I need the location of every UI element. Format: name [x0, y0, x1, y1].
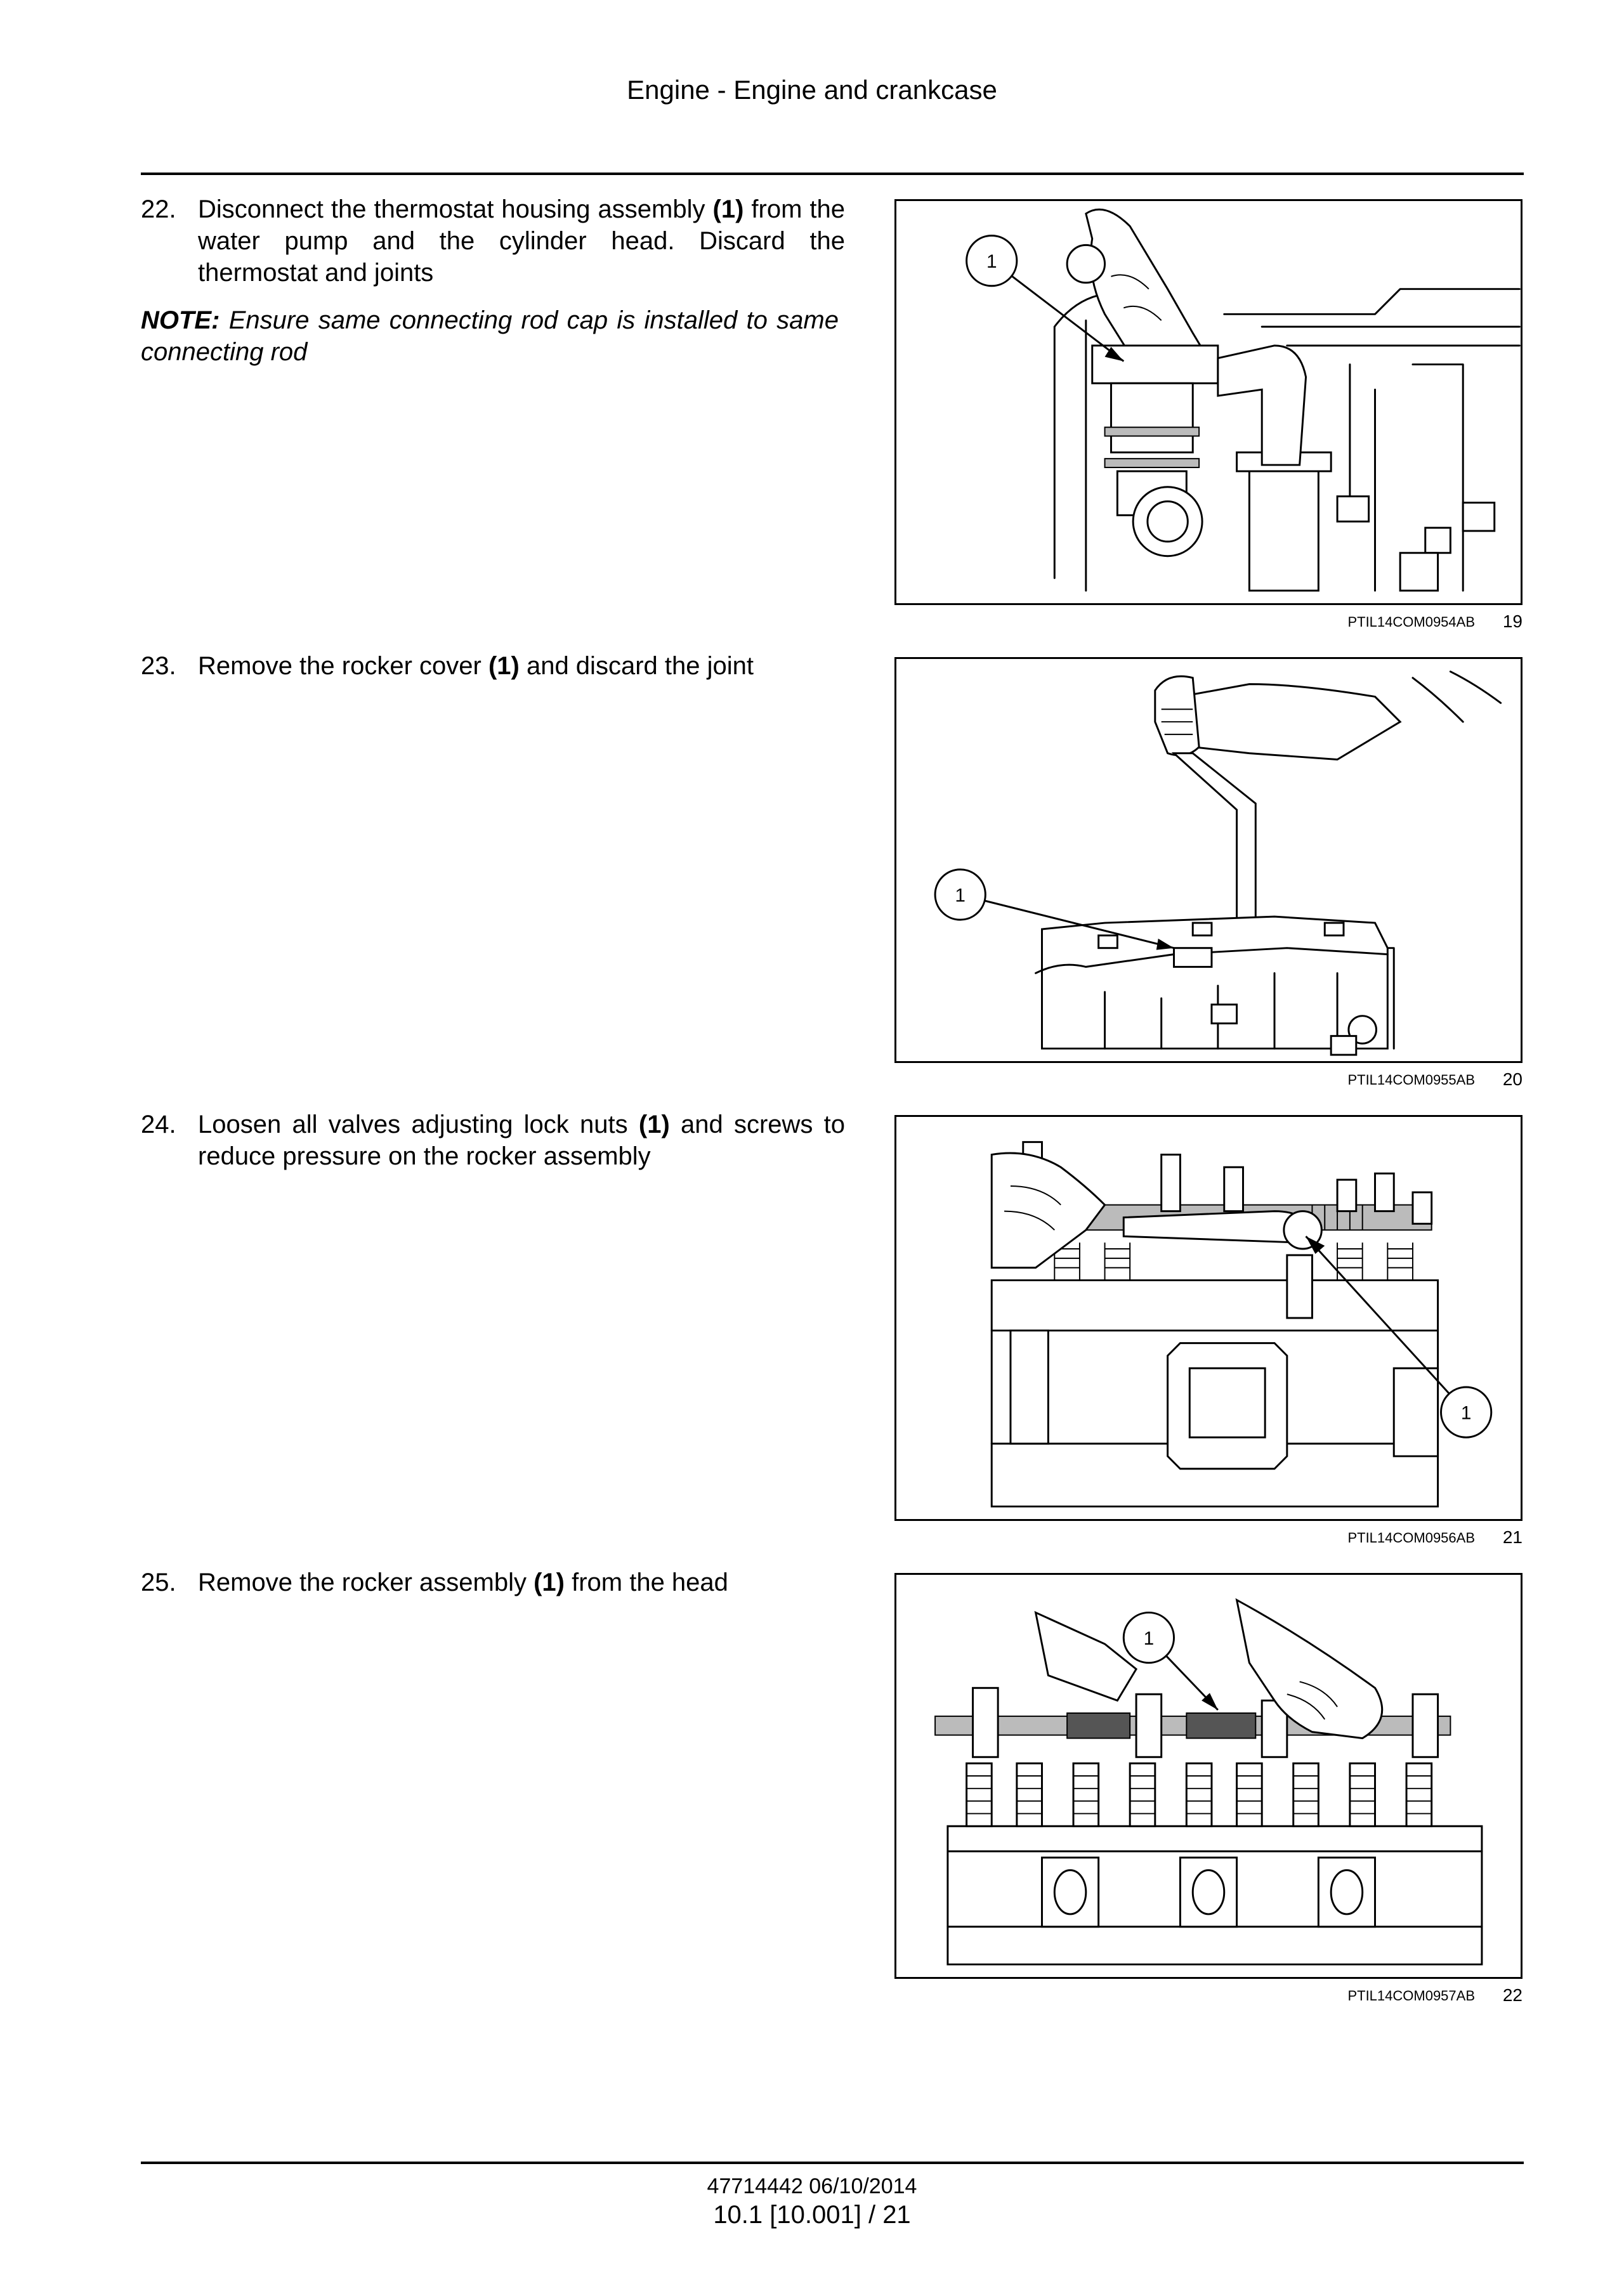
figure-code: PTIL14COM0954AB — [1347, 614, 1475, 630]
step-callout-ref: (1) — [638, 1111, 670, 1138]
step-text-after: and screws to reduce pressure on the rocker assembly — [198, 1111, 846, 1170]
step-number: 23. — [141, 652, 176, 680]
page-reference: 10.1 [10.001] / 21 — [713, 2201, 911, 2229]
figure-number: 22 — [1502, 1985, 1522, 2005]
figure-caption — [894, 1984, 1522, 2009]
figure-rocker-assembly — [894, 1573, 1522, 1979]
instruction-step — [141, 1567, 845, 1598]
figure-caption — [894, 1526, 1522, 1551]
figure-number: 21 — [1502, 1527, 1522, 1547]
step-text — [198, 1567, 845, 1598]
step-text-after: from the water pump and the cylinder head. Discard the thermostat and joints — [198, 195, 845, 287]
instruction-step — [141, 1109, 845, 1172]
step-text — [198, 193, 845, 289]
step-number: 22. — [141, 195, 176, 223]
callout-label: 1 — [1143, 1627, 1155, 1649]
note-text: Ensure same connecting rod cap is installed to same connecting rod — [141, 306, 839, 366]
step-text-before: Remove the rocker assembly — [198, 1569, 534, 1596]
step-callout-ref: (1) — [534, 1569, 565, 1596]
footer-divider — [141, 2162, 1524, 2164]
step-text — [198, 1109, 845, 1172]
instruction-step — [141, 193, 845, 289]
valve-lock-nuts-illustration — [896, 1117, 1521, 1519]
rocker-assembly-illustration — [896, 1575, 1521, 1977]
figure-code: PTIL14COM0955AB — [1347, 1072, 1475, 1088]
step-text-after: and discard the joint — [519, 652, 754, 680]
note-label: NOTE: — [141, 306, 220, 334]
step-text-after: from the head — [564, 1569, 728, 1596]
step-number: 24. — [141, 1111, 176, 1138]
rocker-cover-illustration — [896, 659, 1521, 1061]
figure-caption — [894, 1068, 1522, 1093]
figure-valve-lock-nuts — [894, 1115, 1522, 1521]
step-text-before: Disconnect the thermostat housing assembly — [198, 195, 713, 223]
callout-label: 1 — [955, 885, 966, 906]
figure-caption — [894, 610, 1522, 636]
step-callout-ref: (1) — [488, 652, 520, 680]
thermostat-housing-illustration — [896, 201, 1521, 603]
instruction-step — [141, 650, 845, 682]
step-text-before: Loosen all valves adjusting lock nuts — [198, 1111, 639, 1138]
document-reference: 47714442 06/10/2014 — [707, 2174, 917, 2198]
step-text-before: Remove the rocker cover — [198, 652, 488, 680]
header-divider — [141, 173, 1524, 175]
note — [141, 304, 839, 368]
step-callout-ref: (1) — [712, 195, 744, 223]
callout-label: 1 — [1460, 1402, 1472, 1424]
step-text — [198, 650, 845, 682]
callout-label: 1 — [986, 251, 997, 273]
figure-code: PTIL14COM0956AB — [1347, 1530, 1475, 1546]
step-number: 25. — [141, 1569, 176, 1596]
figure-thermostat-housing — [894, 199, 1522, 605]
figure-number: 19 — [1502, 611, 1522, 631]
figure-rocker-cover — [894, 657, 1522, 1063]
page-title: Engine - Engine and crankcase — [627, 75, 997, 105]
figure-code: PTIL14COM0957AB — [1347, 1988, 1475, 2004]
figure-number: 20 — [1502, 1069, 1522, 1089]
